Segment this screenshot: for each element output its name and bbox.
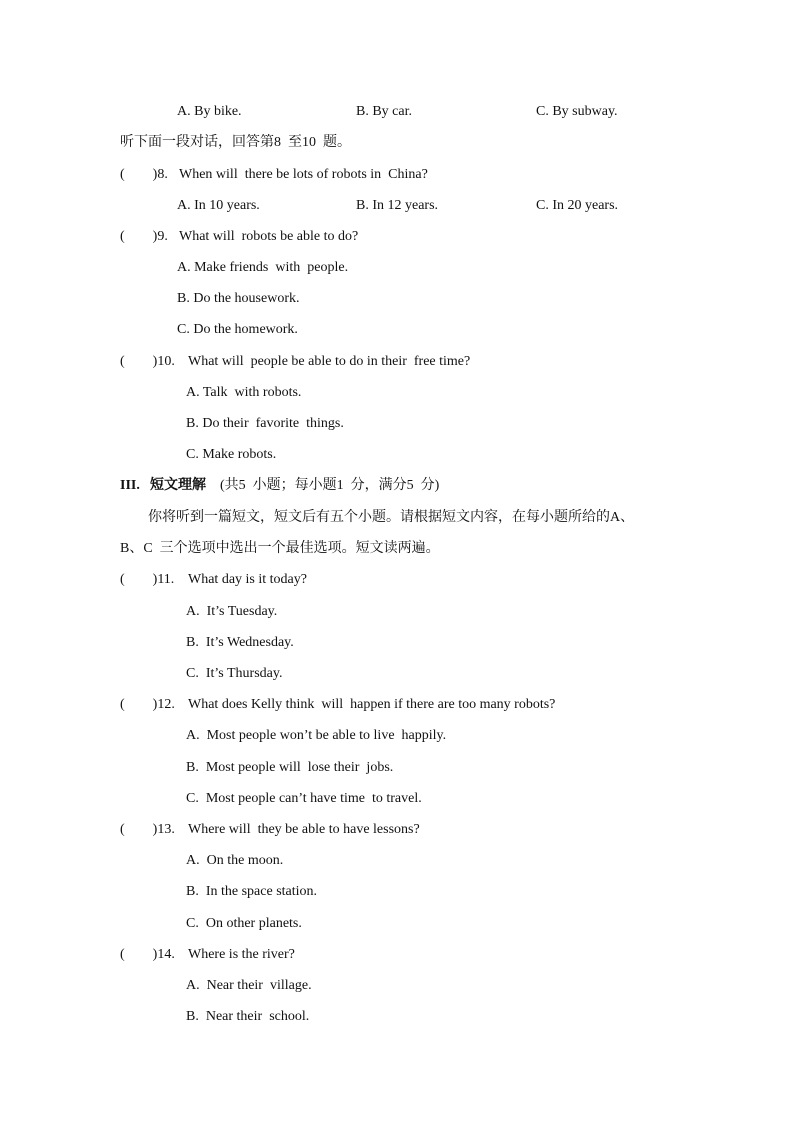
- q11-option-a: A. It’s Tuesday.: [186, 604, 278, 619]
- section-scoring-note: (共5 小题；每小题1 分，满分5 分): [220, 478, 440, 493]
- section-number: III.: [120, 478, 140, 493]
- q11-option-c: C. It’s Thursday.: [186, 666, 283, 681]
- q13-option-c: C. On other planets.: [186, 916, 302, 931]
- q11-number: ( )11.: [120, 572, 175, 587]
- q7-option-c: C. By subway.: [536, 104, 618, 119]
- q12-option-a: A. Most people won’t be able to live happily.: [186, 728, 447, 743]
- section-instruction-line2: B、C 三个选项中选出一个最佳选项。短文读两遍。: [120, 541, 440, 556]
- q8-option-b: B. In 12 years.: [356, 198, 439, 213]
- q9-number: ( )9.: [120, 229, 168, 244]
- q10-option-b: B. Do their favorite things.: [186, 416, 344, 431]
- q12-option-b: B. Most people will lose their jobs.: [186, 760, 394, 775]
- q11-option-b: B. It’s Wednesday.: [186, 635, 294, 650]
- q8-question: When will there be lots of robots in China?: [179, 167, 428, 182]
- q10-number: ( )10.: [120, 354, 175, 369]
- q9-question: What will robots be able to do?: [179, 229, 359, 244]
- q10-question: What will people be able to do in their free time?: [188, 354, 471, 369]
- q9-option-a: A. Make friends with people.: [177, 260, 349, 275]
- q12-option-c: C. Most people can’t have time to travel.: [186, 791, 422, 806]
- q14-option-b: B. Near their school.: [186, 1009, 310, 1024]
- q8-option-c: C. In 20 years.: [536, 198, 619, 213]
- q9-option-c: C. Do the homework.: [177, 322, 298, 337]
- q13-option-a: A. On the moon.: [186, 853, 284, 868]
- q8-number: ( )8.: [120, 167, 168, 182]
- q9-option-b: B. Do the housework.: [177, 291, 300, 306]
- q13-number: ( )13.: [120, 822, 175, 837]
- q12-question: What does Kelly think will happen if there are too many robots?: [188, 697, 556, 712]
- q11-question: What day is it today?: [188, 572, 307, 587]
- instruction-q8-10: 听下面一段对话，回答第8 至10 题。: [120, 135, 351, 150]
- q8-option-a: A. In 10 years.: [177, 198, 260, 213]
- q13-question: Where will they be able to have lessons?: [188, 822, 420, 837]
- q14-option-a: A. Near their village.: [186, 978, 312, 993]
- q12-number: ( )12.: [120, 697, 175, 712]
- q10-option-c: C. Make robots.: [186, 447, 277, 462]
- q14-number: ( )14.: [120, 947, 175, 962]
- q10-option-a: A. Talk with robots.: [186, 385, 302, 400]
- section-title: 短文理解: [150, 478, 206, 493]
- section-instruction-line1: 你将听到一篇短文，短文后有五个小题。请根据短文内容，在每小题所给的A、: [148, 510, 635, 525]
- q7-option-a: A. By bike.: [177, 104, 242, 119]
- q13-option-b: B. In the space station.: [186, 884, 318, 899]
- q14-question: Where is the river?: [188, 947, 295, 962]
- q7-option-b: B. By car.: [356, 104, 412, 119]
